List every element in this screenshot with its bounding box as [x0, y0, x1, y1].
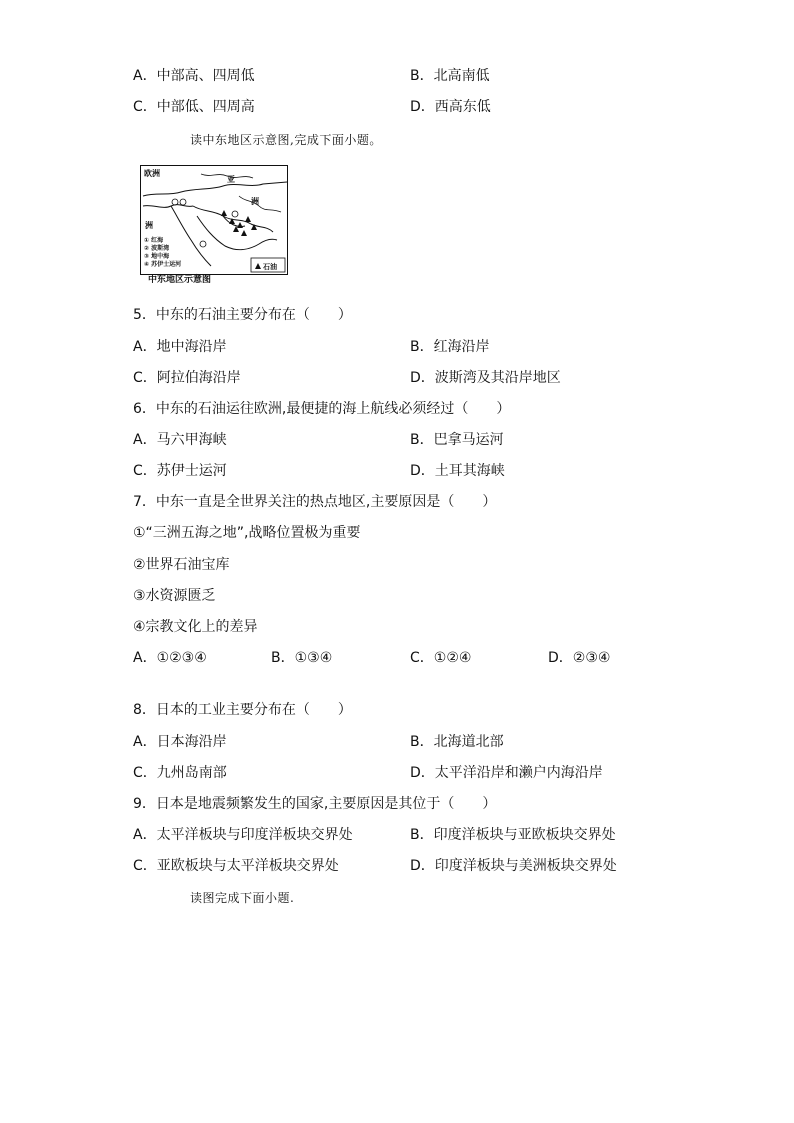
q7-option-b: B．①③④ — [271, 650, 333, 666]
q7-statement-4: ④宗教文化上的差异 — [133, 619, 258, 635]
q4-option-c: C．中部低、四周高 — [133, 99, 255, 115]
q6-option-a: A．马六甲海峡 — [133, 432, 227, 448]
q7-option-c: C．①②④ — [410, 650, 472, 666]
q9-option-a: A．太平洋板块与印度洋板块交界处 — [133, 827, 353, 843]
map-label-africa: 洲 — [145, 221, 153, 230]
oil-icon — [221, 210, 227, 216]
q9-option-d: D．印度洋板块与美洲板块交界处 — [410, 858, 617, 874]
q7-statement-2: ②世界石油宝库 — [133, 557, 230, 573]
q7-statement-1: ①“三洲五海之地”,战略位置极为重要 — [133, 525, 361, 541]
oil-icon — [241, 230, 247, 236]
map-legend-1: ① 红海 — [144, 237, 164, 244]
q4-option-d: D．西高东低 — [410, 99, 491, 115]
q6-option-d: D．土耳其海峡 — [410, 463, 505, 479]
q5-stem: 5．中东的石油主要分布在（ ） — [133, 307, 352, 323]
map-label-europe: 欧洲 — [144, 169, 160, 178]
map-legend-oil: 石油 — [263, 263, 277, 271]
mideast-map-drawing — [141, 166, 287, 274]
q9-stem: 9．日本是地震频繁发生的国家,主要原因是其位于（ ） — [133, 796, 497, 812]
oil-icon — [237, 222, 243, 228]
q8-option-d: D．太平洋沿岸和濑户内海沿岸 — [410, 765, 603, 781]
map-legend-2: ② 波斯湾 — [144, 245, 170, 252]
map-label-asia-top: 亚 — [227, 175, 235, 184]
oil-icon — [245, 216, 251, 222]
q8-option-b: B．北海道北部 — [410, 734, 504, 750]
q9-option-c: C．亚欧板块与太平洋板块交界处 — [133, 858, 339, 874]
map-legend-4: ④ 苏伊士运河 — [144, 261, 182, 268]
map-label-asia: 洲 — [251, 197, 259, 206]
q4-option-a: A．中部高、四周低 — [133, 68, 255, 84]
map-caption: 中东地区示意图 — [148, 275, 212, 285]
q6-option-c: C．苏伊士运河 — [133, 463, 227, 479]
q8-option-a: A．日本海沿岸 — [133, 734, 227, 750]
q4-option-b: B．北高南低 — [410, 68, 490, 84]
q7-option-a: A．①②③④ — [133, 650, 207, 666]
q6-stem: 6．中东的石油运往欧洲,最便捷的海上航线必须经过（ ） — [133, 401, 511, 417]
q9-option-b: B．印度洋板块与亚欧板块交界处 — [410, 827, 616, 843]
q5-option-c: C．阿拉伯海沿岸 — [133, 370, 241, 386]
q8-option-c: C．九州岛南部 — [133, 765, 227, 781]
q7-option-d: D．②③④ — [548, 650, 611, 666]
intro-mideast: 读中东地区示意图,完成下面小题。 — [190, 133, 382, 147]
q7-stem: 7．中东一直是全世界关注的热点地区,主要原因是（ ） — [133, 494, 497, 510]
q8-stem: 8．日本的工业主要分布在（ ） — [133, 702, 352, 718]
q6-option-b: B．巴拿马运河 — [410, 432, 504, 448]
q5-option-a: A．地中海沿岸 — [133, 339, 227, 355]
q5-option-b: B．红海沿岸 — [410, 339, 490, 355]
mideast-map — [140, 165, 288, 275]
intro-next: 读图完成下面小题. — [190, 891, 295, 905]
q5-option-d: D．波斯湾及其沿岸地区 — [410, 370, 561, 386]
q7-statement-3: ③水资源匮乏 — [133, 588, 216, 604]
map-legend-3: ③ 地中海 — [144, 253, 170, 260]
